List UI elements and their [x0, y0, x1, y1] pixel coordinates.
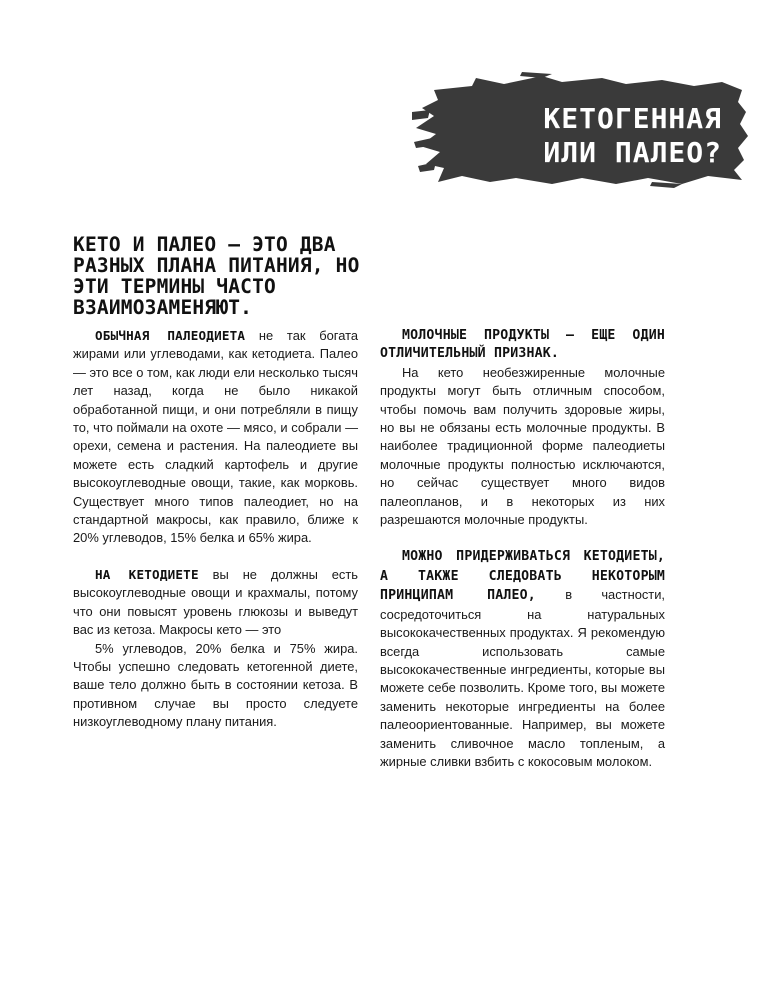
title-banner [412, 72, 750, 188]
right-column [380, 327, 665, 771]
lead-heading: КЕТО И ПАЛЕО — ЭТО ДВА РАЗНЫХ ПЛАНА ПИТАНИЯ, НО ЭТИ ТЕРМИНЫ ЧАСТО ВЗАИМОЗАМЕНЯЮТ. [73, 233, 360, 319]
dairy-paragraph: На кето необезжиренные молочные продукты могут быть отличным способом, чтобы помочь вам получить здоровые жиры, но вы не обязаны есть молочные продукты. В наиболее традиционной форме палеодиеты молочные продукты полностью исключаются, но сейчас существует много видов палеопланов, и в некоторых из них разрешаются молочные продукты. [380, 364, 665, 528]
combine-paragraph [380, 547, 665, 771]
combine-text: в частности, сосредоточиться на натуральных высококачественных продуктах. Я рекомендую всегда использовать самые высококачественные ингредиенты, которые вы можете себе позволить. Кроме того, вы можете заменить некоторые ингредиенты на более палеоориентованные. Например, вы можете заменить сливочное масло топленым, а жирные сливки взбить с кокосовым молоком. [380, 587, 665, 769]
chapter-title-line-1: КЕТОГЕННАЯ [543, 102, 722, 135]
paleo-lead-in: ОБЫЧНАЯ ПАЛЕОДИЕТА [95, 328, 246, 343]
keto-paragraph [73, 566, 358, 640]
paleo-text: не так богата жирами или углеводами, как кетодиета. Палео — это все о том, как люди ели несколько тысяч лет назад, когда не было никакой обработанной пищи, и они потребляли в пищу то, что поймали на охоте — мясо, и собрали — орехи, семена и растения. На палеодиете вы можете есть сладкий картофель и другие высокоуглеводные овощи, такие, как морковь. Существует много типов палеодиет, но на стандартной макросы, как правило, ближе к 20% углеводов, 15% белка и 65% жира. [73, 328, 359, 546]
left-column [73, 327, 358, 732]
keto-lead-in: НА КЕТОДИЕТЕ [95, 566, 199, 582]
keto-macros-paragraph: 5% углеводов, 20% белка и 75% жира. Чтобы успешно следовать кетогенной диете, ваше тело должно быть в состоянии кетоза. В противном случае вы просто следуете низкоуглеводному плану питания. [73, 640, 358, 730]
keto-text: вы не должны есть высокоуглеводные овощи и крахмалы, потому что они повысят уровень глюкозы и выведут вас из кетоза. Макросы кето — это [73, 566, 358, 638]
chapter-title [412, 102, 722, 170]
dairy-subheading: МОЛОЧНЫЕ ПРОДУКТЫ — ЕЩЕ ОДИН ОТЛИЧИТЕЛЬНЫЙ ПРИЗНАК. [380, 328, 665, 362]
combine-lead-in: МОЖНО ПРИДЕРЖИВАТЬСЯ КЕТОДИЕТЫ, А ТАКЖЕ СЛЕДОВАТЬ НЕКОТОРЫМ ПРИНЦИПАМ ПАЛЕО, [380, 549, 665, 604]
chapter-title-line-2: ИЛИ ПАЛЕО? [543, 136, 722, 169]
paleo-paragraph [73, 327, 358, 548]
